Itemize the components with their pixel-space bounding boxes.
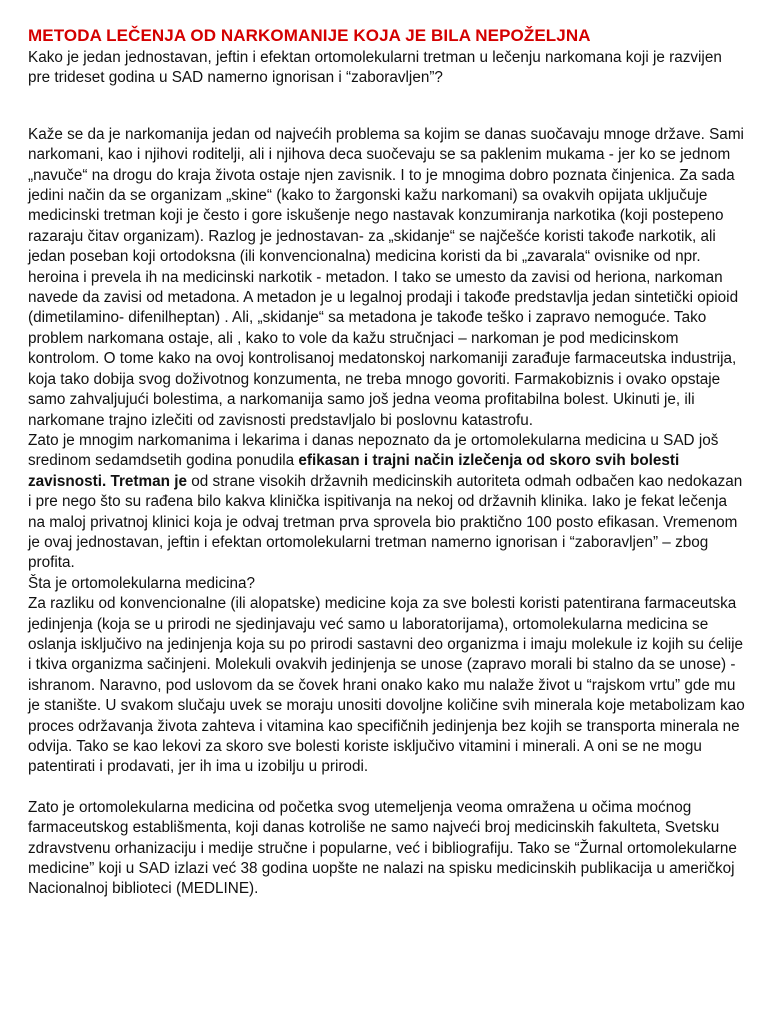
paragraph-text: Zato je mnogim narkomanima i lekarima i danas nepoznato da je ortomolekularna medicina u SAD još sredinom sedamdsetih godina ponudila (28, 431, 719, 470)
paragraph-narcomania-problem: Kaže se da je narkomanija jedan od najvećih problema sa kojim se danas suočavaju mnoge države. Sami narkomani, kao i njihovi roditelji, ali i njihova deca suočevaju se sa paklenim mukama - jer ko se jednom „navuče“ na drogu do kraja života ostaje njen zavisnik. I to je mnogima dobro poznata činjenica. Za sada jedini način da se organizam „skine“ (kako to žargonski kažu narkomani) sa ovakvih opijata uključuje medicinski tretman koji je često i gore iskušenje nego nastavak konzumiranja narkotika (koji postepeno razaraju čitav organizam). Razlog je jednostavan- za „skidanje“ se najčešće koristi takođe narkotik, ali jedan poseban koji ortodoksna (ili konvencionalna) medicina koristi da bi „zavarala“ ovisnike od npr. heroina i prevela ih na medicinski narkotik - metadon. I tako se umesto da zavisi od heriona, narkoman navede da zavisi od metadona. A metadon je u legalnoj prodaji i takođe predstavlja jedan sintetički opioid (dimetilamino- difenilheptan) . Ali, „skidanje“ sa metadona je takođe teško i zapravo nemoguće. Tako problem narkomana ostaje, ali , kako to vole da kažu stručnjaci – narkoman je pod medicinskom kontrolom. O tome kako na ovoj kontrolisanoj medatonskoj narkomaniji zarađuje farmaceutska industrija, koja tako dobija svog doživotnog konzumenta, ne treba mnogo govoriti. Farmakobiznis i ovako opstaje samo zahvaljujući bolestima, a narkomanija samo još jedna veoma profitabilna bolest. Ukinuti je, ili narkomane trajno izlečiti od zavisnosti predstavljalo bi poslovnu katastrofu. (28, 125, 744, 429)
paragraph-pharma-establishment: Zato je ortomolekularna medicina od početka svog utemeljenja veoma omražena u očima moćnog farmaceutskog establišmenta, koji danas kotroliše ne samo najveći broj medicinskih fakulteta, Svetsku zdravstvenu orhanizaciju i medije stručne i popularne, već i bibliografiju. Tako se “Žurnal ortomolekularne medicine” koji u SAD izlazi već 38 godina uopšte ne nalazi na spisku medicinskih publikacija u američkoj Nacionalnoj biblioteci (MEDLINE). (28, 798, 737, 898)
document-title: METODA LEČENJA OD NARKOMANIJE KOJA JE BILA NEPOŽELJNA (28, 26, 591, 45)
intro-question: Kako je jedan jednostavan, jeftin i efektan ortomolekularni tretman u lečenju narkomana koji je razvijen pre trideset godina u SAD namerno ignorisan i “zaboravljen”? (28, 49, 722, 87)
paragraph-orthomolecular-definition: Za razliku od konvencionalne (ili alopatske) medicine koja za sve bolesti koristi patentirana farmaceutska jedinjenja (koja se u prirodi ne sjedinjavaju već samo u laboratorijama), ortomolekularna medicina se oslanja isključivo na jedinjenja koja su po prirodi sastavni deo organizma i imaju molekule iz kojih su ćelije i tkiva organizma sačinjeni. Molekuli ovakvih jedinjenja se unose (zapravo morali bi stalno da se unose) -ishranom. Naravno, pod uslovom da se čovek hrani onako kako mu nalaže život u “rajskom vrtu” gde mu je stanište. U svakom slučaju uvek se moraju unositi dovoljne količine svih minerala koje metabolizam kao proces održavanja života zahteva i vitamina kao specifičnih jedinjenja bez kojih se transporta minerala ne odvija. Tako se kao lekovi za skoro sve bolesti koriste isključivo vitamini i minerali. A oni se ne mogu patentirati i prodavati, jer ih ima u izobilju u prirodi. (28, 595, 745, 776)
paragraph-text: od strane visokih državnih medicinskih autoriteta odmah odbačen kao nedokazan i pre nego što su rađena bilo kakva klinička ispitivanja na nekoj od državnih klinika. Iako je fekat lečenja na maloj privatnoj klinici koja je odvaj tretman prva sprovela bio praktično 100 posto efikasan. Vremenom je ovaj jednostavan, jeftin i efektan ortomolekularni tretman namerno ignorisan i “zaboravljen” – zbog profita. (28, 472, 743, 572)
section-question: Šta je ortomolekularna medicina? (28, 574, 256, 592)
paragraph-orthomolecular-treatment (28, 431, 746, 574)
article-body (28, 125, 746, 900)
bold-highlight: efikasan i trajni način izlečenja od skoro svih bolesti zavisnosti. Tretman je (28, 452, 680, 490)
document-page (28, 24, 746, 900)
